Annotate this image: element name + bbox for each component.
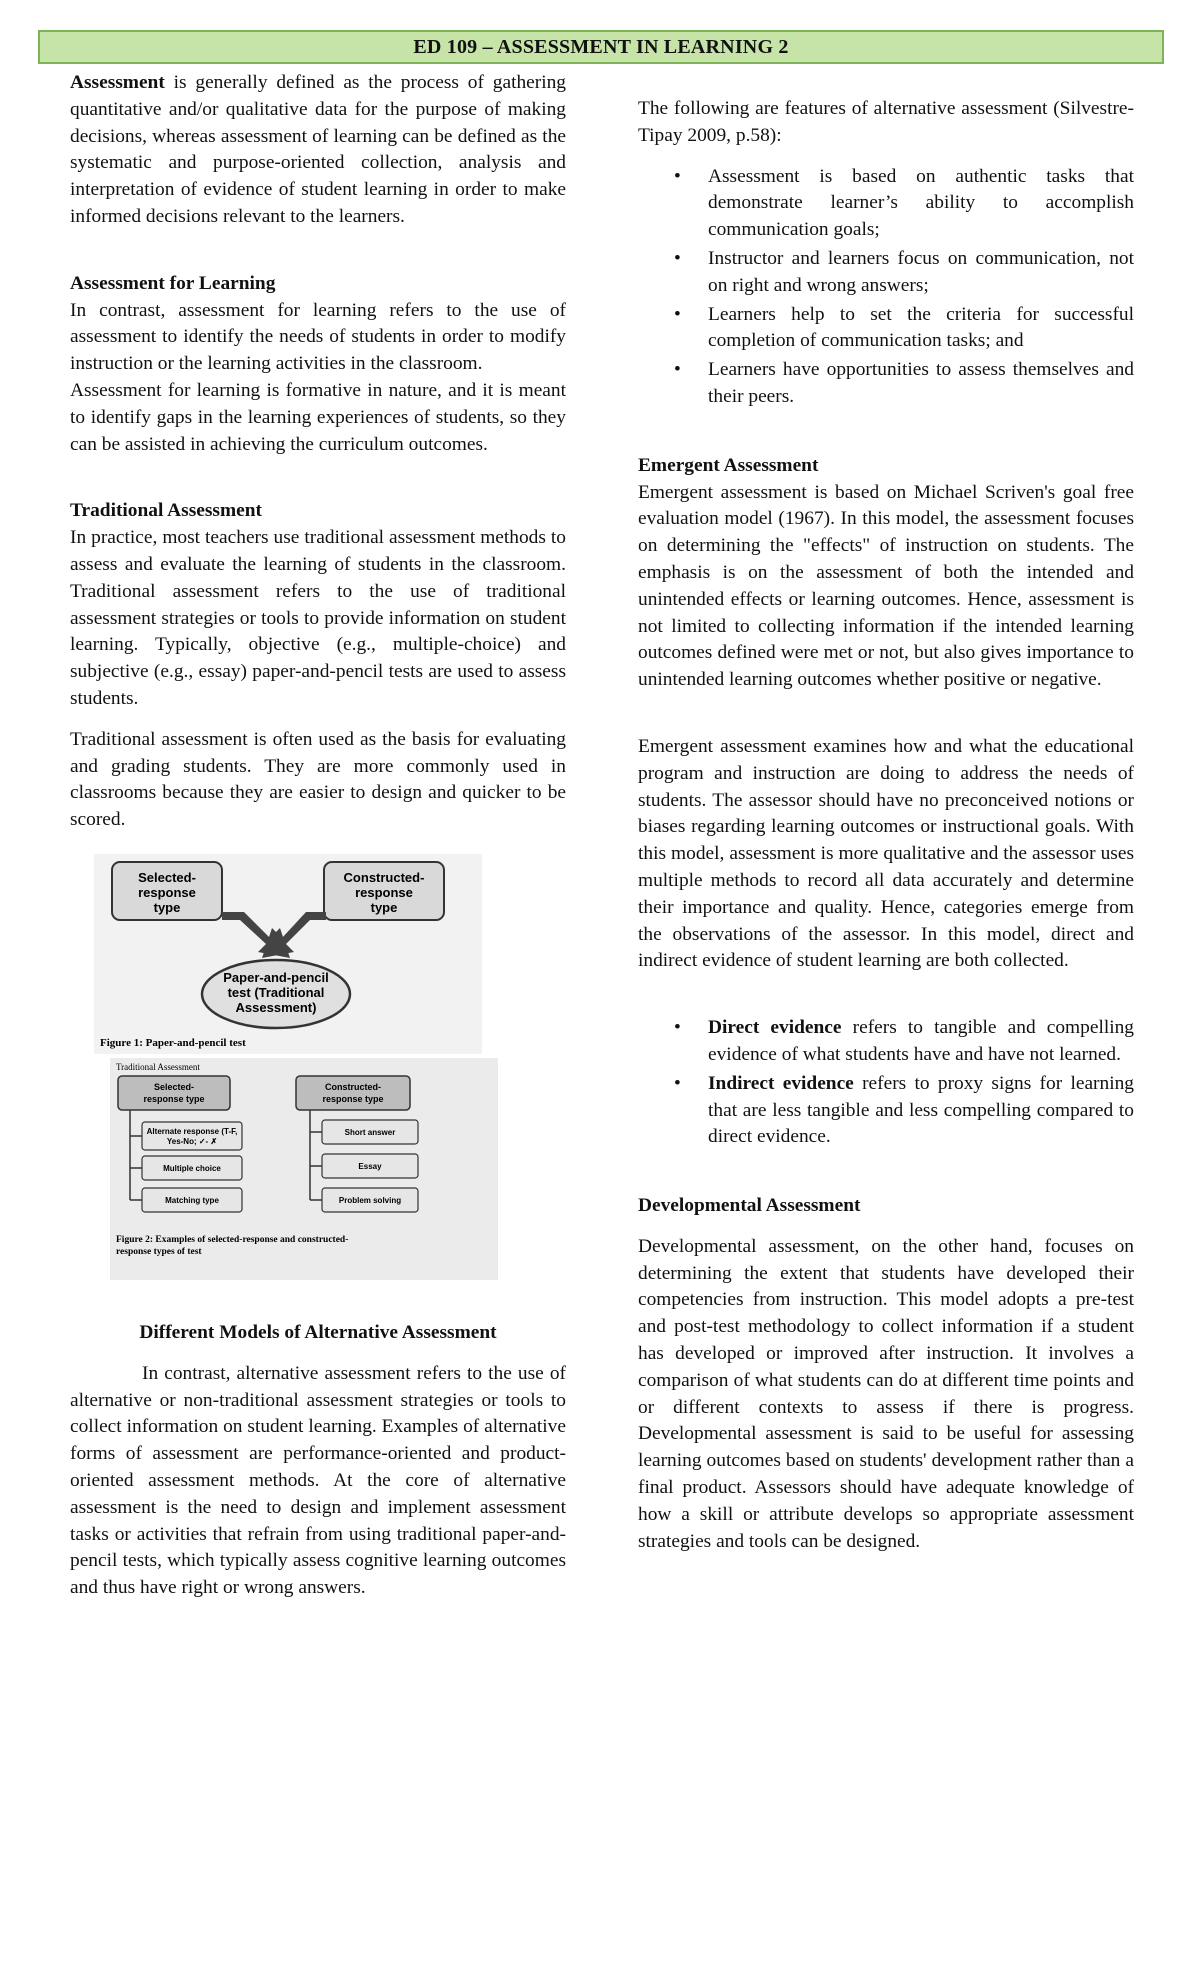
afl-paragraph-1: In contrast, assessment for learning refers to the use of assessment to identify the needs of students in order to modify instruction or the learning activities in the classroom.: [70, 299, 566, 375]
fig1-caption: Figure 1: Paper-and-pencil test: [100, 1036, 246, 1049]
fig1-selected-l3: type: [153, 899, 181, 915]
fig2-item-problem-solving-label: Problem solving: [338, 1195, 402, 1205]
list-item: • Learners have opportunities to assess themselves and their peers.: [674, 359, 1134, 407]
fig2-constructed-head-l1: Constructed-: [325, 1081, 381, 1092]
models-heading: Different Models of Alternative Assessment: [139, 1321, 497, 1343]
fig2-item-alternate-l1: Alternate response (T-F,: [146, 1126, 238, 1136]
fig2-selected-head-l2: response type: [143, 1093, 205, 1104]
fig2-item-short-answer-label: Short answer: [344, 1127, 396, 1137]
fig2-title: Traditional Assessment: [116, 1061, 200, 1072]
features-list: [638, 164, 1134, 411]
intro-term: Assessment: [70, 72, 165, 93]
fig2-item-essay-label: Essay: [358, 1161, 382, 1171]
bullet-icon: •: [674, 1072, 681, 1094]
evidence-term-direct: Direct evidence: [708, 1017, 842, 1039]
bullet-icon: •: [674, 165, 681, 187]
afl-paragraph-2: Assessment for learning is formative in nature, and it is meant to identify gaps in the learning experiences of students, so they can be assisted in achieving the curriculum outcomes.: [70, 379, 566, 455]
fig1-constructed-l1: Constructed-: [343, 869, 425, 885]
traditional-paragraph-2: Traditional assessment is often used as the basis for evaluating and grading students. They are more commonly used in classrooms because they are easier to design and quicker to be scored.: [70, 728, 566, 831]
fig2-item-multiple-choice-label: Multiple choice: [163, 1163, 221, 1173]
intro-paragraph: [70, 70, 566, 231]
figure-1-paper-and-pencil: [94, 854, 482, 1054]
fig2-item-alternate-l2: Yes-No; ✓- ✗: [166, 1136, 218, 1146]
list-item: • Direct evidence refers to tangible and compelling evidence of what students have and have not learned.: [674, 1017, 1134, 1065]
bullet-icon: •: [674, 1017, 681, 1039]
list-item: • Indirect evidence refers to proxy signs for learning that are less tangible and less compelling compared to direct evidence.: [674, 1072, 1134, 1148]
emergent-paragraph-2: Emergent assessment examines how and what the educational program and instruction are doing to address the needs of students. The assessor should have no preconceived notions or biases regarding learning outcomes or instructional goals. With this model, assessment is more qualitative and the assessor uses multiple methods to record all data accurately and determine their importance and quality. Hence, categories emerge from the observations of the assessor. In this model, direct and indirect evidence of student learning are both collected.: [638, 735, 1134, 972]
fig2-selected-head-l1: Selected-: [153, 1081, 195, 1092]
bullet-icon: •: [674, 359, 681, 381]
right-column: [638, 70, 1134, 1555]
fig2-constructed-head-l2: response type: [322, 1093, 384, 1104]
intro-text: is generally defined as the process of gathering quantitative and/or qualitative data for the purpose of making decisions, whereas assessment of learning can be defined as the systematic and purpose-oriented collection, analysis and interpretation of evidence of student learning in order to make informed decisions relevant to the learners.: [70, 72, 566, 227]
fig1-arrow-right: [262, 912, 326, 958]
afl-heading: Assessment for Learning: [70, 272, 276, 294]
fig2-caption-2: response types of test: [116, 1246, 202, 1257]
traditional-heading: Traditional Assessment: [70, 500, 262, 522]
fig1-constructed-l2: response: [355, 884, 413, 900]
bullet-icon: •: [674, 247, 681, 269]
page-header: [38, 30, 1164, 64]
emergent-paragraph-1: Emergent assessment is based on Michael Scriven's goal free evaluation model (1967). In this model, the assessment focuses on determining the "effects" of instruction on students. The emphasis is on the assessment of both the intended and unintended effects or learning outcomes. Hence, assessment is not limited to collecting information if the intended learning outcomes defined were met or not, but also gives importance to unintended learning outcomes whether positive or negative.: [638, 481, 1134, 691]
models-paragraph: In contrast, alternative assessment refers to the use of alternative or non-traditional assessment strategies or tools to collect information on student learning. Examples of alternative forms of assessment are performance-oriented and product-oriented assessment methods. At the core of alternative assessment is the need to design and implement assessment tasks or activities that refrain from using traditional paper-and-pencil tests, which typically assess cognitive learning outcomes and thus have right or wrong answers.: [70, 1362, 566, 1599]
emergent-heading: Emergent Assessment: [638, 454, 819, 476]
fig1-oval-l2: test (Traditional: [227, 984, 325, 1000]
evidence-list: [638, 1015, 1134, 1151]
features-intro: The following are features of alternative assessment (Silvestre-Tipay 2009, p.58):: [638, 98, 1134, 146]
bullet-icon: •: [674, 303, 681, 325]
left-column: [70, 70, 566, 1602]
list-item: • Assessment is based on authentic tasks that demonstrate learner’s ability to accomplish communication goals;: [674, 165, 1134, 241]
fig1-oval-l3: Assessment): [235, 999, 317, 1015]
fig1-constructed-l3: type: [370, 899, 398, 915]
fig1-selected-l1: Selected-: [138, 869, 196, 885]
fig2-item-matching-label: Matching type: [165, 1195, 219, 1205]
figure-1-diagram: [94, 854, 482, 1054]
page-header-title: ED 109 – ASSESSMENT IN LEARNING 2: [413, 35, 789, 58]
fig2-caption-1: Figure 2: Examples of selected-response and constructed-: [116, 1234, 349, 1245]
evidence-term-indirect: Indirect evidence: [708, 1072, 854, 1094]
developmental-paragraph: Developmental assessment, on the other hand, focuses on determining the extent that students have developed their competencies from instruction. This model adopts a pre-test and post-test methodology to collect information if a student has developed or improved after instruction. It involves a comparison of what students can do at different time points and or different contexts to assess if there is progress. Developmental assessment is said to be useful for assessing learning outcomes based on students' development rather than a final product. Assessors should have adequate knowledge of how a skill or attribute develops so appropriate assessment strategies and tools can be designed.: [638, 1235, 1134, 1552]
traditional-paragraph-1: In practice, most teachers use traditional assessment methods to assess and evaluate the learning of students in the classroom. Traditional assessment refers to the use of traditional assessment strategies or tools to provide information on student learning. Typically, objective (e.g., multiple-choice) and subjective (e.g., essay) paper-and-pencil tests are used to assess students.: [70, 527, 566, 709]
list-item: • Learners help to set the criteria for successful completion of communication tasks; and: [674, 303, 1134, 352]
list-item: • Instructor and learners focus on communication, not on right and wrong answers;: [674, 247, 1134, 296]
fig1-selected-l2: response: [138, 884, 196, 900]
figure-2-diagram: [110, 1058, 498, 1280]
figure-2-response-types: [110, 1058, 498, 1280]
fig1-oval-l1: Paper-and-pencil: [223, 969, 329, 985]
developmental-heading: Developmental Assessment: [638, 1195, 861, 1217]
